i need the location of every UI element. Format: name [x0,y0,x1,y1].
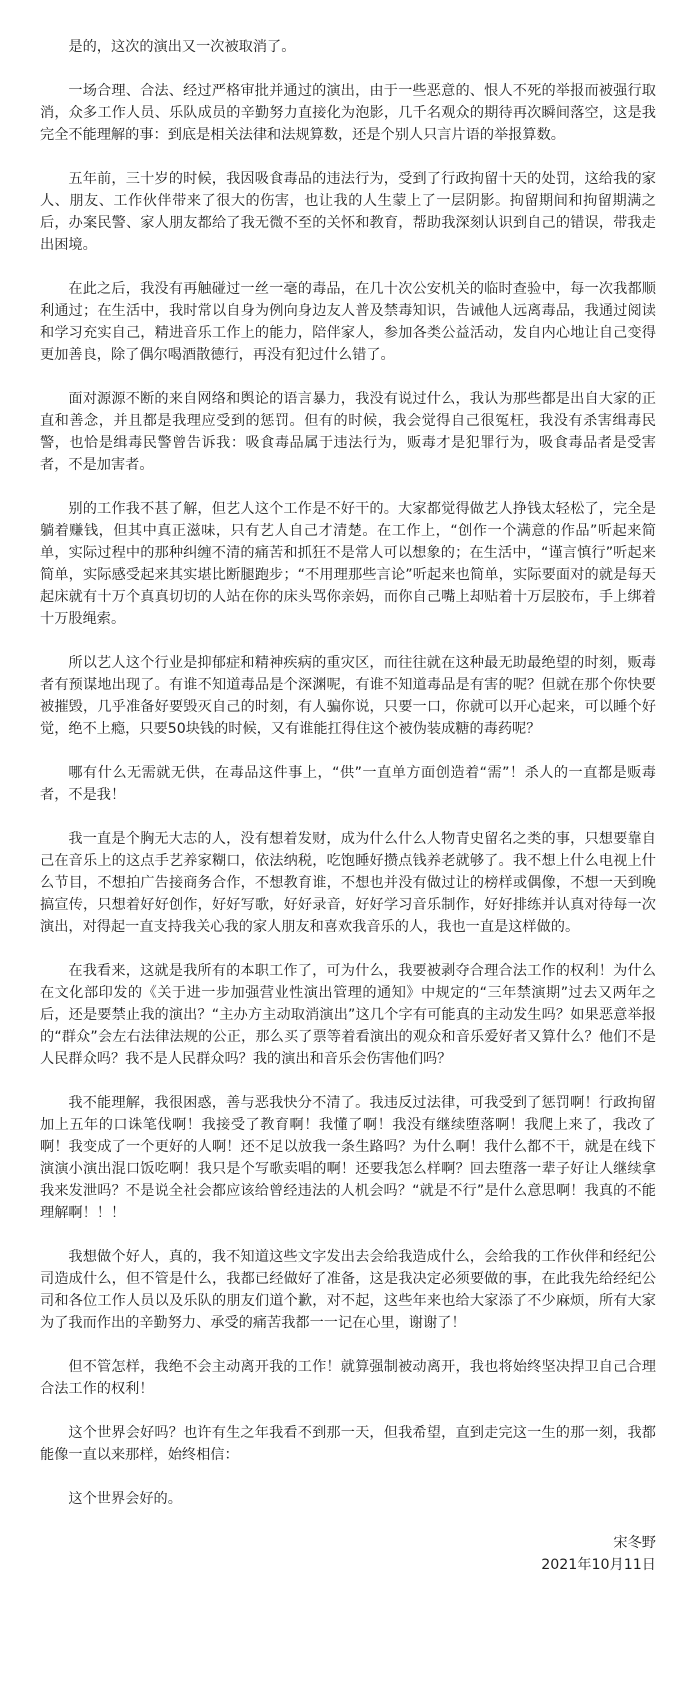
paragraph-14: 这个世界会好吗？也许有生之年我看不到那一天，但我希望，直到走完这一生的那一刻，我都能像一直以来那样，始终相信： [40,1425,656,1463]
paragraph-12: 我想做个好人，真的，我不知道这些文字发出去会给我造成什么，会给我的工作伙伴和经纪公司造成什么，但不管是什么，我都已经做好了准备，这是我决定必须要做的事，在此我先给经纪公司和各位工作人员以及乐队的朋友们道个歉，对不起，这些年来也给大家添了不少麻烦，所有大家为了我而作出的辛勤努力、承受的痛苦我都一一记在心里，谢谢了！ [40,1249,656,1331]
signature-block [40,1532,656,1576]
paragraph-6: 别的工作我不甚了解，但艺人这个工作是不好干的。大家都觉得做艺人挣钱太轻松了，完全是躺着赚钱，但其中真正滋味，只有艺人自己才清楚。在工作上，“创作一个满意的作品”听起来简单，实际过程中的那种纠缠不清的痛苦和抓狂不是常人可以想象的；在生活中，“谨言慎行”听起来简单，实际感受起来其实堪比断腿跑步；“不用理那些言论”听起来也简单，实际要面对的就是每天起床就有十万个真真切切的人站在你的床头骂你亲妈，而你自己嘴上却贴着十万层胶布，手上绑着十万股绳索。 [40,501,656,627]
paragraph-10: 在我看来，这就是我所有的本职工作了，可为什么，我要被剥夺合理合法工作的权利！为什么在文化部印发的《关于进一步加强营业性演出管理的通知》中规定的“三年禁演期”过去又两年之后，还是要禁止我的演出？“主办方主动取消演出”这几个字有可能真的主动发生吗？如果恶意举报的“群众”会左右法律法规的公正，那么买了票等着看演出的观众和音乐爱好者又算什么？他们不是人民群众吗？我不是人民群众吗？我的演出和音乐会伤害他们吗？ [40,963,656,1067]
paragraph-4: 在此之后，我没有再触碰过一丝一毫的毒品，在几十次公安机关的临时查验中，每一次我都顺利通过；在生活中，我时常以自身为例向身边友人普及禁毒知识，告诫他人远离毒品，我通过阅读和学习充实自己，精进音乐工作上的能力，陪伴家人，参加各类公益活动，发自内心地让自己变得更加善良，除了偶尔喝酒散德行，再没有犯过什么错了。 [40,281,656,363]
paragraph-11: 我不能理解，我很困惑，善与恶我快分不清了。我违反过法律，可我受到了惩罚啊！行政拘留加上五年的口诛笔伐啊！我接受了教育啊！我懂了啊！我没有继续堕落啊！我爬上来了，我改了啊！我变成了一个更好的人啊！还不足以放我一条生路吗？为什么啊！我什么都不干，就是在线下演演小演出混口饭吃啊！我只是个写歌卖唱的啊！还要我怎么样啊？回去堕落一辈子好让人继续拿我来发泄吗？不是说全社会都应该给曾经违法的人机会吗？“就是不行”是什么意思啊！我真的不能理解啊！！！ [40,1095,656,1221]
paragraph-2: 一场合理、合法、经过严格审批并通过的演出，由于一些恶意的、恨人不死的举报而被强行取消，众多工作人员、乐队成员的辛勤努力直接化为泡影，几千名观众的期待再次瞬间落空，这是我完全不能理解的事：到底是相关法律和法规算数，还是个别人只言片语的举报算数。 [40,83,656,143]
paragraph-5: 面对源源不断的来自网络和舆论的语言暴力，我没有说过什么，我认为那些都是出自大家的正直和善念，并且都是我理应受到的惩罚。但有的时候，我会觉得自己很冤枉，我没有杀害缉毒民警，也恰是缉毒民警曾告诉我：吸食毒品属于违法行为，贩毒才是犯罪行为，吸食毒品者是受害者，不是加害者。 [40,391,656,473]
paragraph-1: 是的，这次的演出又一次被取消了。 [68,39,296,55]
signature-date: 2021年10月11日 [541,1557,656,1573]
paragraph-13: 但不管怎样，我绝不会主动离开我的工作！就算强制被动离开，我也将始终坚决捍卫自己合理合法工作的权利！ [40,1359,656,1397]
signature-name: 宋冬野 [613,1535,656,1551]
paragraph-9: 我一直是个胸无大志的人，没有想着发财，成为什么什么人物青史留名之类的事，只想要靠自己在音乐上的这点手艺养家糊口，依法纳税，吃饱睡好攒点钱养老就够了。我不想上什么电视上什么节目，不想拍广告接商务合作，不想教育谁，不想也并没有做过让的榜样或偶像，不想一天到晚搞宣传，只想着好好创作，好好写歌，好好录音，好好学习音乐制作，好好排练并认真对待每一次演出，对得起一直支持我关心我的家人朋友和喜欢我音乐的人，我也一直是这样做的。 [40,831,656,935]
paragraph-15: 这个世界会好的。 [68,1491,182,1507]
paragraph-8: 哪有什么无需就无供，在毒品这件事上，“供”一直单方面创造着“需”！杀人的一直都是贩毒者，不是我！ [40,765,656,803]
paragraph-3: 五年前，三十岁的时候，我因吸食毒品的违法行为，受到了行政拘留十天的处罚，这给我的家人、朋友、工作伙伴带来了很大的伤害，也让我的人生蒙上了一层阴影。拘留期间和拘留期满之后，办案民警、家人朋友都给了我无微不至的关怀和教育，帮助我深刻认识到自己的错误，带我走出困境。 [40,171,656,253]
paragraph-7: 所以艺人这个行业是抑郁症和精神疾病的重灾区，而往往就在这种最无助最绝望的时刻，贩毒者有预谋地出现了。有谁不知道毒品是个深渊呢，有谁不知道毒品是有害的呢？但就在那个你快要被摧毁，几乎准备好要毁灭自己的时刻，有人骗你说，只要一口，你就可以开心起来，可以睡个好觉，绝不上瘾，只要50块钱的时候，又有谁能扛得住这个被伪装成糖的毒药呢？ [40,655,656,737]
